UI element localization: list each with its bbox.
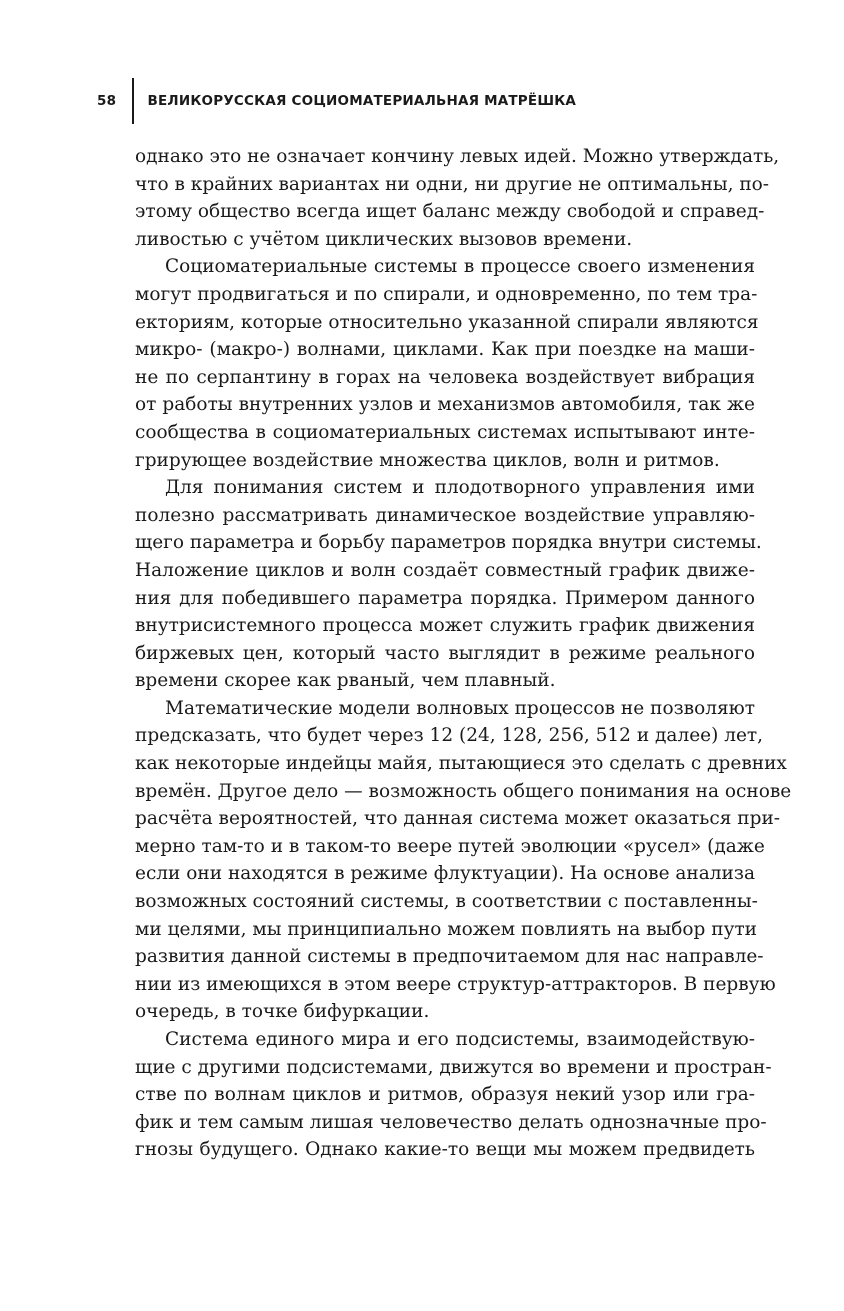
paragraph-first-line: Для понимания систем и плодотворного управления ими xyxy=(165,477,755,499)
text-line: внутрисистемного процесса может служить график движения xyxy=(135,615,755,637)
text-line: что в крайних вариантах ни одни, ни другие не оптимальны, по- xyxy=(135,173,770,195)
text-line: от работы внутренних узлов и механизмов автомобиля, так же xyxy=(135,394,755,416)
text-line: ливостью с учётом циклических вызовов времени. xyxy=(135,228,633,250)
text-line: фик и тем самым лишая человечество делать однозначные про- xyxy=(135,1111,767,1133)
text-line: этому общество всегда ищет баланс между свободой и справед- xyxy=(135,201,765,223)
body-text xyxy=(135,143,792,1164)
paragraph-first-line: Математические модели волновых процессов не позволяют xyxy=(165,697,755,719)
text-line: щие с другими подсистемами, движутся во времени и простран- xyxy=(135,1056,772,1078)
header-vertical-rule xyxy=(132,78,134,124)
text-line: мерно там-то и в таком-то веере путей эволюции «русел» (даже xyxy=(135,835,765,857)
text-line: возможных состояний системы, в соответствии с поставленны- xyxy=(135,891,758,913)
running-head xyxy=(97,78,576,124)
text-line: развития данной системы в предпочитаемом для нас направле- xyxy=(135,946,764,968)
text-line: расчёта вероятностей, что данная система может оказаться при- xyxy=(135,808,781,830)
text-line: сообщества в социоматериальных системах испытывают инте- xyxy=(135,421,755,443)
text-line: если они находятся в режиме флуктуации). На основе анализа xyxy=(135,863,755,885)
running-title: ВЕЛИКОРУССКАЯ СОЦИОМАТЕРИАЛЬНАЯ МАТРЁШКА xyxy=(147,93,577,109)
text-line: биржевых цен, который часто выглядит в режиме реального xyxy=(135,642,755,664)
text-line: щего параметра и борьбу параметров порядка внутри системы. xyxy=(135,532,762,554)
text-line: грирующее воздействие множества циклов, волн и ритмов. xyxy=(135,449,720,471)
text-line: стве по волнам циклов и ритмов, образуя некий узор или гра- xyxy=(135,1084,755,1106)
paragraph-first-line: Социоматериальные системы в процессе своего изменения xyxy=(165,256,755,278)
text-line: времён. Другое дело — возможность общего понимания на основе xyxy=(135,780,792,802)
text-line: екториям, которые относительно указанной спирали являются xyxy=(135,311,759,333)
paragraph-first-line: Система единого мира и его подсистемы, взаимодействую- xyxy=(165,1029,755,1050)
text-line: микро- (макро-) волнами, циклами. Как при поездке на маши- xyxy=(135,339,755,361)
text-line: однако это не означает кончину левых идей. Можно утверждать, xyxy=(135,146,780,167)
text-line: не по серпантину в горах на человека воздействует вибрация xyxy=(135,366,755,388)
text-line: времени скорее как рваный, чем плавный. xyxy=(135,670,556,692)
text-line: ния для победившего параметра порядка. Примером данного xyxy=(135,587,755,609)
text-line: очередь, в точке бифуркации. xyxy=(135,1001,430,1023)
text-line: предсказать, что будет через 12 (24, 128, 256, 512 и далее) лет, xyxy=(135,725,764,747)
text-line: полезно рассматривать динамическое воздействие управляю- xyxy=(135,504,755,526)
text-line: Наложение циклов и волн создаёт совместный график движе- xyxy=(135,559,755,581)
text-line: ми целями, мы принципиально можем повлиять на выбор пути xyxy=(135,918,758,940)
page-number: 58 xyxy=(97,93,117,109)
text-line: нии из имеющихся в этом веере структур-аттракторов. В первую xyxy=(135,973,776,995)
text-line: могут продвигаться и по спирали, и одновременно, по тем тра- xyxy=(135,283,758,305)
text-line: как некоторые индейцы майя, пытающиеся это сделать с древних xyxy=(135,753,787,775)
text-line: гнозы будущего. Однако какие-то вещи мы можем предвидеть xyxy=(135,1139,755,1161)
